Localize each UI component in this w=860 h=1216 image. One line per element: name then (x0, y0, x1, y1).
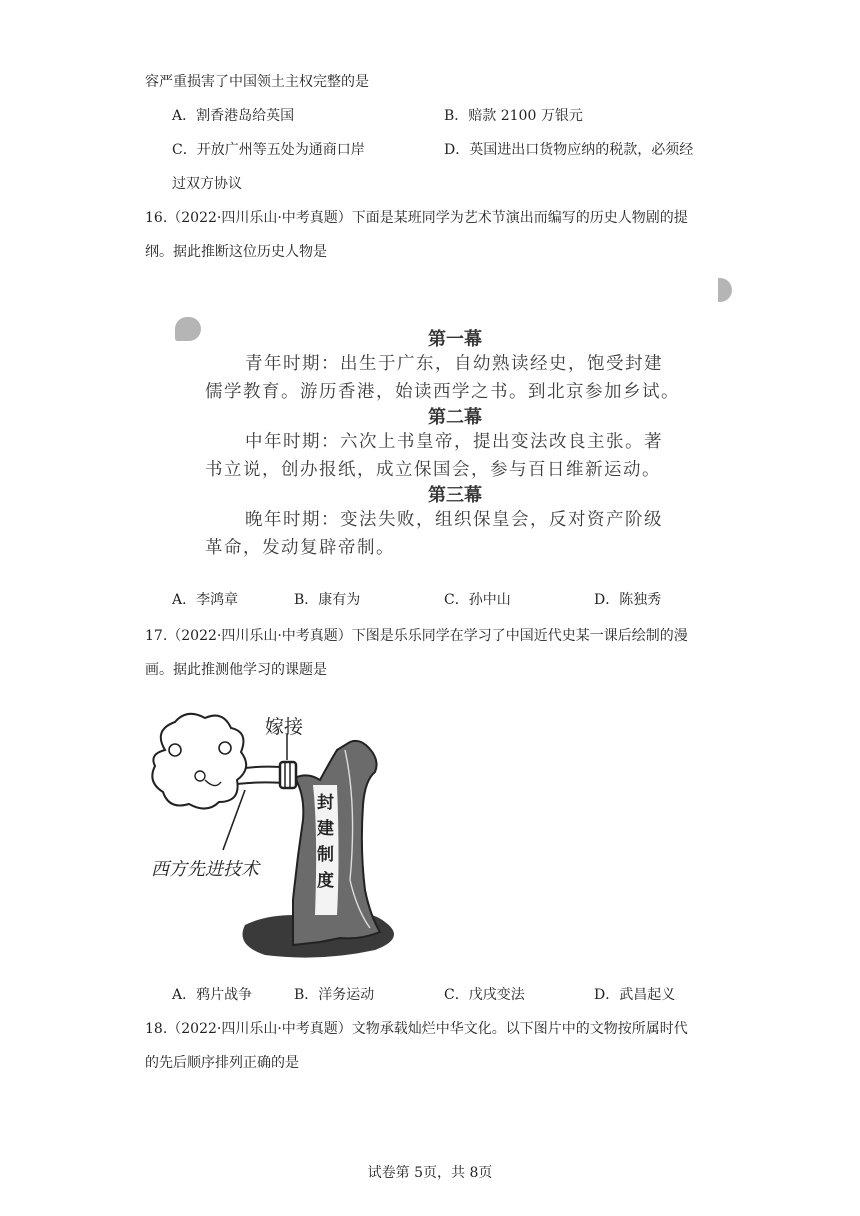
grafting-cartoon (145, 710, 405, 965)
trunk-char-4: 度 (317, 871, 334, 891)
trunk-char-1: 封 (317, 793, 334, 813)
q17-option-a[interactable]: A．鸦片战争 (172, 987, 253, 1003)
q17-option-d[interactable]: D．武昌起义 (594, 987, 676, 1003)
feudal-system-label (317, 790, 334, 894)
western-technology-label: 西方先进技术 (151, 859, 259, 880)
q18-stem-line1: 18.（2022·四川乐山·中考真题）文物承载灿烂中华文化。以下图片中的文物按所属时代 (145, 1021, 688, 1037)
q16-option-d[interactable]: D．陈独秀 (594, 592, 662, 608)
q16-option-a[interactable]: A．李鸿章 (172, 592, 239, 608)
scene3-line2: 革命，发动复辟帝制。 (205, 538, 395, 558)
trunk-char-2: 建 (317, 819, 334, 839)
q16-stem-line2: 纲。据此推断这位历史人物是 (145, 244, 327, 260)
scene3-line1: 晚年时期：变法失败，组织保皇会，反对资产阶级 (245, 510, 663, 530)
scene1-title: 第一幕 (428, 329, 482, 350)
scene1-line1: 青年时期：出生于广东，自幼熟读经史，饱受封建 (245, 354, 663, 374)
scene2-title: 第二幕 (428, 407, 482, 428)
q15-option-a[interactable]: A．割香港岛给英国 (172, 108, 295, 124)
q17-stem-line1: 17.（2022·四川乐山·中考真题）下图是乐乐同学在学习了中国近代史某一课后绘制的漫 (145, 628, 688, 644)
q17-option-c[interactable]: C．戊戌变法 (444, 987, 525, 1003)
q16-option-c[interactable]: C．孙中山 (444, 592, 511, 608)
scene3-title: 第三幕 (428, 485, 482, 506)
q15-stem-end: 容严重损害了中国领土主权完整的是 (145, 74, 369, 90)
q15-option-c[interactable]: C．开放广州等五处为通商口岸 (172, 142, 365, 158)
q16-option-b[interactable]: B．康有为 (294, 592, 361, 608)
q16-stem-line1: 16.（2022·四川乐山·中考真题）下面是某班同学为艺术节演出而编写的历史人物剧的提 (145, 210, 688, 226)
graft-label: 嫁接 (265, 716, 304, 738)
q15-option-d-continued: 过双方协议 (172, 176, 242, 192)
scene2-line2: 书立说，创办报纸，成立保国会，参与百日维新运动。 (205, 460, 661, 480)
scene1-line2: 儒学教育。游历香港，始读西学之书。到北京参加乡试。 (205, 382, 680, 402)
page-footer: 试卷第 5页，共 8页 (367, 1165, 493, 1181)
q18-stem-line2: 的先后顺序排列正确的是 (145, 1055, 299, 1071)
scene2-line1: 中年时期：六次上书皇帝，提出变法改良主张。著 (245, 432, 663, 452)
q17-option-b[interactable]: B．洋务运动 (294, 987, 375, 1003)
trunk-char-3: 制 (317, 845, 334, 865)
q15-option-d[interactable]: D．英国进出口货物应纳的税款，必须经 (444, 142, 694, 158)
q17-stem-line2: 画。据此推测他学习的课题是 (145, 662, 327, 678)
play-outline-image (170, 285, 740, 575)
q15-option-b[interactable]: B．赔款 2100 万银元 (444, 108, 583, 124)
